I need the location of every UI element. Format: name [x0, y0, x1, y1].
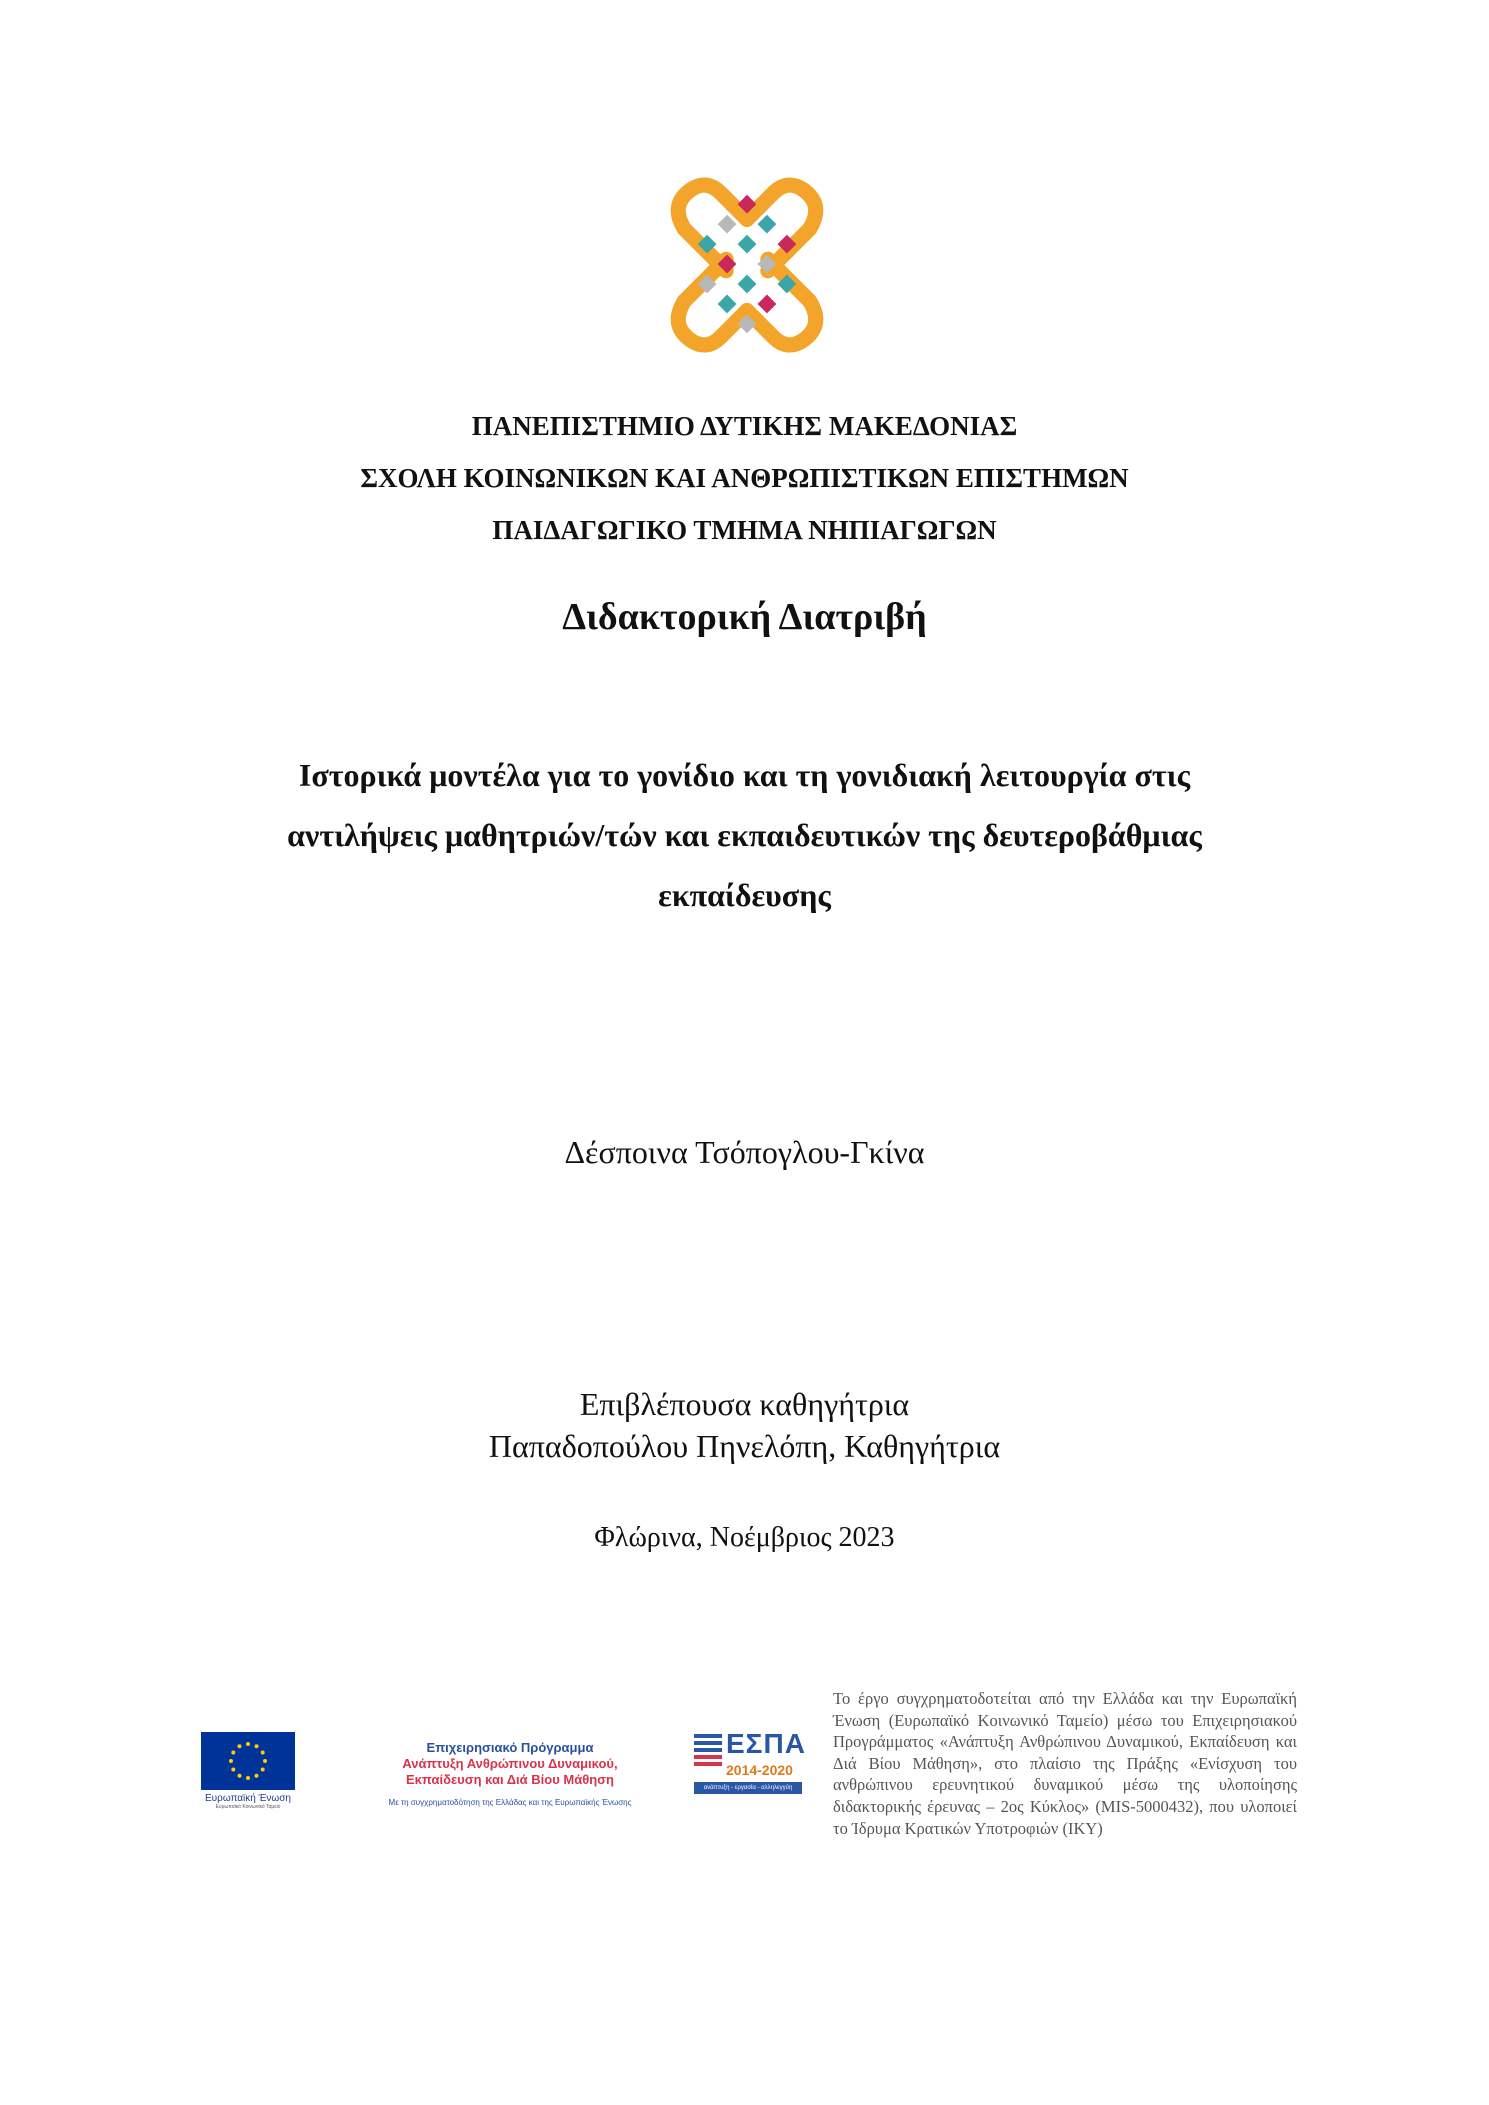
espa-years: 2014-2020 [726, 1762, 793, 1778]
place-date: Φλώρινα, Νοέμβριος 2023 [594, 1522, 895, 1553]
thesis-title-line: αντιλήψεις μαθητριών/τών και εκπαιδευτικών της δευτεροβάθμιας [287, 817, 1202, 853]
op-note: Με τη συγχρηματοδότηση της Ελλάδας και της Ευρωπαϊκής Ένωσης [388, 1798, 632, 1807]
espa-logo [694, 1728, 804, 1798]
department-name: ΠΑΙΔΑΓΩΓΙΚΟ ΤΜΗΜΑ ΝΗΠΙΑΓΩΓΩΝ [492, 515, 997, 545]
thesis-title-line: εκπαίδευσης [658, 877, 831, 913]
espa-word: ΕΣΠΑ [726, 1728, 806, 1759]
thesis-title [0, 745, 1489, 925]
greek-flag-icon [694, 1734, 722, 1766]
university-name: ΠΑΝΕΠΙΣΤΗΜΙΟ ΔΥΤΙΚΗΣ ΜΑΚΕΔΟΝΙΑΣ [471, 411, 1018, 441]
operational-programme-logo [360, 1740, 660, 1807]
eu-sublabel: Ευρωπαϊκό Κοινωνικό Ταμείο [215, 1804, 281, 1810]
thesis-title-line: Ιστορικά μοντέλα για το γονίδιο και τη γονιδιακή λειτουργία στις [298, 757, 1191, 793]
school-name: ΣΧΟΛΗ ΚΟΙΝΩΝΙΚΩΝ ΚΑΙ ΑΝΘΡΩΠΙΣΤΙΚΩΝ ΕΠΙΣΤΗΜΩΝ [360, 463, 1129, 493]
document-type: Διδακτορική Διατριβή [562, 596, 927, 638]
op-title: Επιχειρησιακό Πρόγραμμα [426, 1740, 594, 1755]
eu-flag-icon [201, 1732, 295, 1790]
espa-tagline: ανάπτυξη - εργασία - αλληλεγγύη [694, 1782, 802, 1794]
supervisor-name: Παπαδοπούλου Πηνελόπη, Καθηγήτρια [488, 1428, 1001, 1464]
author-name: Δέσποινα Τσόπογλου-Γκίνα [564, 1134, 925, 1170]
op-subtitle-2: Εκπαίδευση και Διά Βίου Μάθηση [405, 1772, 615, 1787]
eu-logo [198, 1732, 298, 1810]
supervisor-role: Επιβλέπουσα καθηγήτρια [579, 1386, 910, 1422]
institution-header [0, 400, 1489, 556]
university-logo [652, 170, 842, 360]
op-subtitle-1: Ανάπτυξη Ανθρώπινου Δυναμικού, [402, 1756, 618, 1771]
funding-statement: Το έργο συγχρηματοδοτείται από την Ελλάδα και την Ευρωπαϊκή Ένωση (Ευρωπαϊκό Κοινωνικό Ταμείο) μέσω του Επιχειρησιακού Προγράμματος «Ανάπτυξη Ανθρώπινου Δυναμικού, Εκπαίδευση και Διά Βίου Μάθηση», στο πλαίσιο της Πράξης «Ενίσχυση του ανθρώπινου ερευνητικού δυναμικού μέσω της υλοποίησης διδακτορικής έρευνας – 2ος Κύκλος» (MIS-5000432), που υλοποιεί το Ίδρυμα Κρατικών Υποτροφιών (ΙΚΥ) [833, 1689, 1297, 1838]
supervisor-block [0, 1383, 1489, 1467]
eu-label: Ευρωπαϊκή Ένωση [205, 1793, 291, 1804]
